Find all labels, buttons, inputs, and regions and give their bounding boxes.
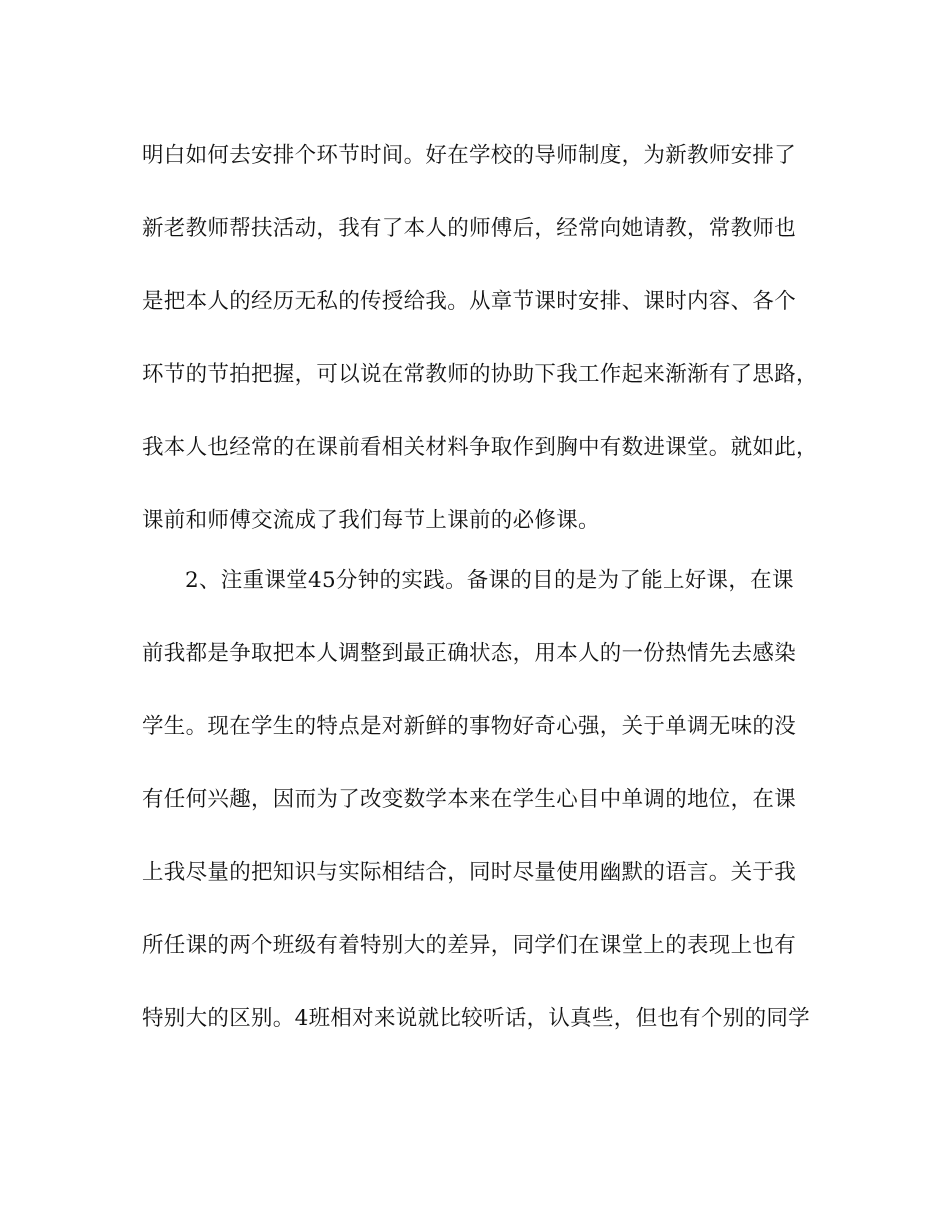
text-line-11: 上我尽量的把知识与实际相结合，同时尽量使用幽默的语言。关于我 [142,860,797,885]
text-line-8: 前我都是争取把本人调整到最正确状态，用本人的一份热情先去感染 [142,641,797,666]
text-line-1: 明白如何去安排个环节时间。好在学校的导师制度，为新教师安排了 [142,143,797,168]
text-line-3: 是把本人的经历无私的传授给我。从章节课时安排、课时内容、各个 [142,289,797,314]
paragraph-2-first-line: 2、注重课堂45分钟的实践。备课的目的是为了能上好课，在课 [185,568,794,593]
text-line-4: 环节的节拍把握，可以说在常教师的协助下我工作起来渐渐有了思路， [142,362,818,387]
text-line-9: 学生。现在学生的特点是对新鲜的事物好奇心强，关于单调无味的没 [142,714,797,739]
text-line-12: 所任课的两个班级有着特别大的差异，同学们在课堂上的表现上也有 [142,933,797,958]
text-line-10: 有任何兴趣，因而为了改变数学本来在学生心目中单调的地位，在课 [142,787,797,812]
text-line-2: 新老教师帮扶活动，我有了本人的师傅后，经常向她请教，常教师也 [142,216,797,241]
text-line-13: 特别大的区别。4班相对来说就比较听话，认真些，但也有个别的同学 [142,1006,810,1031]
text-line-5: 我本人也经常的在课前看相关材料争取作到胸中有数进课堂。就如此， [142,435,818,460]
text-line-6: 课前和师傅交流成了我们每节上课前的必修课。 [142,508,600,533]
